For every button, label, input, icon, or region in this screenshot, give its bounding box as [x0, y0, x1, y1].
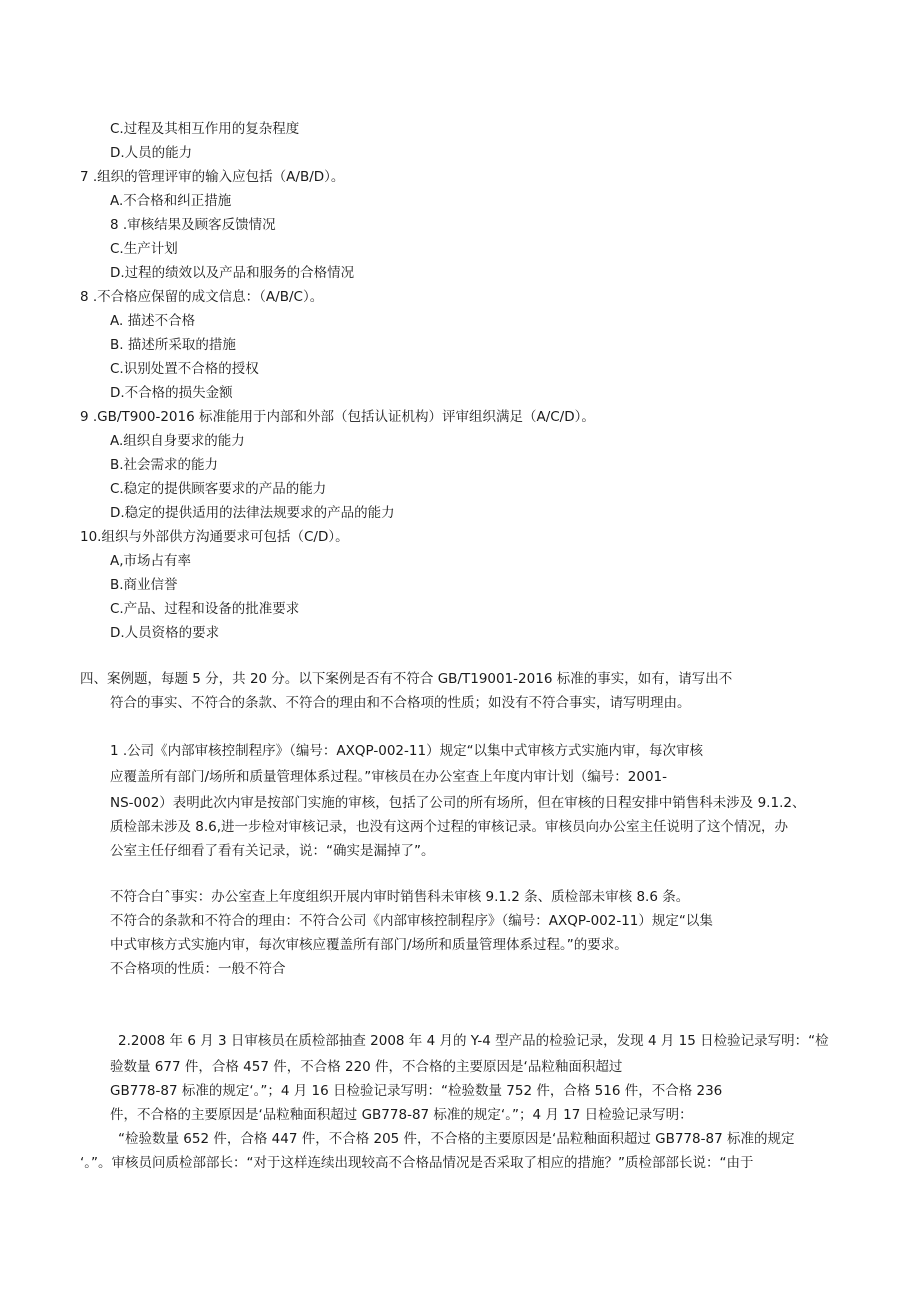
q7-option-c: C.生产计划 — [110, 241, 178, 257]
q6-option-d: D.人员的能力 — [110, 145, 193, 161]
q7-option-d: D.过程的绩效以及产品和服务的合格情况 — [110, 265, 355, 281]
q7-option-a: A.不合格和纠正措施 — [110, 193, 232, 209]
q8-option-a: A. 描述不合格 — [110, 313, 196, 329]
case1-line: 应覆盖所有部门/场所和质量管理体系过程。”审核员在办公室查上年度内审计划（编号：2001- — [110, 769, 668, 785]
q8-option-c: C.识别处置不合格的授权 — [110, 361, 259, 377]
q8-option-b: B. 描述所采取的措施 — [110, 337, 236, 353]
q6-option-c: C.过程及其相互作用的复杂程度 — [110, 121, 300, 137]
q7-stem: 7 .组织的管理评审的输入应包括（A/B/D）。 — [80, 169, 345, 185]
case1-line: 质检部未涉及 8.6,进一步检对审核记录，也没有这两个过程的审核记录。审核员向办公室主任说明了这个情况，办 — [110, 819, 789, 835]
case2-line: 2.2008 年 6 月 3 日审核员在质检部抽查 2008 年 4 月的 Y-4 型产品的检验记录，发现 4 月 15 日检验记录写明：“检 — [118, 1033, 829, 1049]
q9-option-c: C.稳定的提供顾客要求的产品的能力 — [110, 481, 327, 497]
section4-heading-line2: 符合的事实、不符合的条款、不符合的理由和不合格项的性质；如没有不符合事实，请写明理由。 — [110, 695, 691, 711]
q9-stem: 9 .GB/T900-2016 标准能用于内部和外部（包括认证机构）评审组织满足（A/C/D）。 — [80, 409, 595, 425]
case1-answer-clause-cont: 中式审核方式实施内审，每次审核应覆盖所有部门/场所和质量管理体系过程。”的要求。 — [110, 937, 628, 953]
q9-option-d: D.稳定的提供适用的法律法规要求的产品的能力 — [110, 505, 395, 521]
case1-answer-fact: 不符合白ˆ事实：办公室查上年度组织开展内审时销售科未审核 9.1.2 条、质检部未审核 8.6 条。 — [110, 889, 690, 905]
q10-option-a: A,市场占有率 — [110, 553, 192, 569]
case1-answer-nature: 不合格项的性质：一般不符合 — [110, 961, 286, 977]
q7-option-b: 8 .审核结果及顾客反馈情况 — [110, 217, 276, 233]
section4-heading-line1: 四、案例题，每题 5 分，共 20 分。以下案例是否有不符合 GB/T19001-2016 标准的事实，如有，请写出不 — [80, 671, 733, 687]
case1-line: 公室主任仔细看了看有关记录，说：“确实是漏掉了”。 — [110, 843, 435, 859]
case1-line: 1 .公司《内部审核控制程序》（编号：AXQP-002-11）规定“以集中式审核方式实施内审，每次审核 — [110, 743, 704, 759]
case1-line: NS-002）表明此次内审是按部门实施的审核，包括了公司的所有场所，但在审核的日程安排中销售科未涉及 9.1.2、 — [110, 795, 806, 811]
case2-line: 验数量 677 件，合格 457 件，不合格 220 件，不合格的主要原因是‘品粒釉面积超过 — [110, 1059, 623, 1075]
case2-line: ‘。”。审核员问质检部部长：“对于这样连续出现较高不合格品情况是否采取了相应的措施？”质检部部长说：“由于 — [80, 1155, 754, 1171]
case1-answer-clause: 不符合的条款和不符合的理由：不符合公司《内部审核控制程序》（编号：AXQP-002-11）规定“以集 — [110, 913, 713, 929]
q9-option-b: B.社会需求的能力 — [110, 457, 219, 473]
q10-stem: 10.组织与外部供方沟通要求可包括（C/D）。 — [80, 529, 349, 545]
q10-option-d: D.人员资格的要求 — [110, 625, 220, 641]
case2-line: GB778-87 标准的规定‘。”；4 月 16 日检验记录写明：“检验数量 752 件，合格 516 件，不合格 236 — [110, 1083, 723, 1099]
q8-stem: 8 .不合格应保留的成文信息：（A/B/C）。 — [80, 289, 324, 305]
case2-line: 件，不合格的主要原因是‘品粒釉面积超过 GB778-87 标准的规定‘。”；4 月 17 日检验记录写明： — [110, 1107, 693, 1123]
q8-option-d: D.不合格的损失金额 — [110, 385, 233, 401]
q9-option-a: A.组织自身要求的能力 — [110, 433, 245, 449]
q10-option-b: B.商业信誉 — [110, 577, 178, 593]
q10-option-c: C.产品、过程和设备的批准要求 — [110, 601, 300, 617]
case2-line: “检验数量 652 件，合格 447 件，不合格 205 件，不合格的主要原因是‘品粒釉面积超过 GB778-87 标准的规定 — [118, 1131, 795, 1147]
